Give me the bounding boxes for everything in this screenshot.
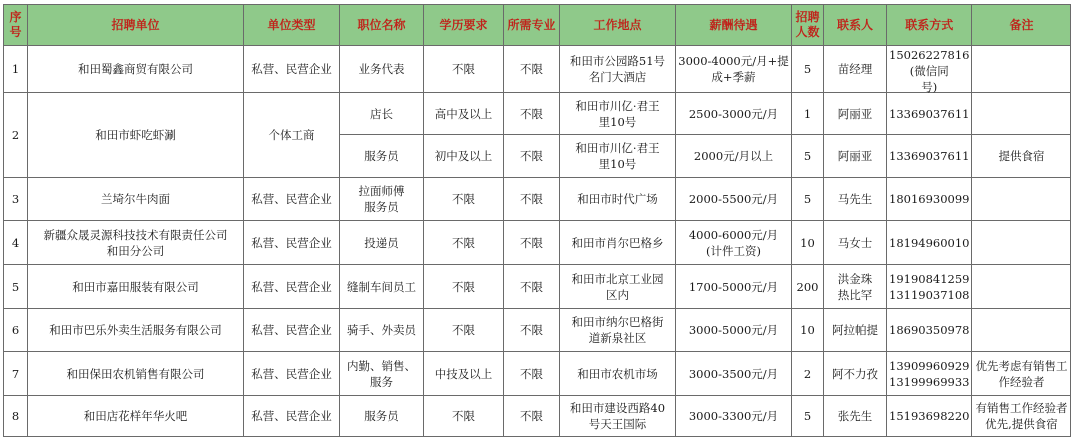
cell-salary: 1700-5000元/月	[676, 265, 792, 309]
cell-company: 新疆众晟灵源科技技术有限责任公司 和田分公司	[28, 221, 244, 265]
cell-major: 不限	[504, 352, 560, 396]
table-row	[4, 93, 1071, 135]
cell-education: 不限	[424, 309, 504, 352]
cell-type: 私营、民营企业	[244, 309, 340, 352]
table-row	[4, 221, 1071, 265]
cell-salary: 3000-3300元/月	[676, 396, 792, 437]
cell-contact: 阿丽亚	[824, 135, 887, 178]
cell-company: 和田店花样年华火吧	[28, 396, 244, 437]
header-type: 单位类型	[244, 5, 340, 46]
cell-salary: 3000-4000元/月+提 成+季薪	[676, 46, 792, 93]
cell-phone: 13369037611	[887, 135, 972, 178]
cell-location: 和田市纳尔巴格街 道新泉社区	[560, 309, 676, 352]
cell-contact: 阿丽亚	[824, 93, 887, 135]
cell-company: 和田保田农机销售有限公司	[28, 352, 244, 396]
cell-no: 8	[4, 396, 28, 437]
cell-contact: 阿拉帕提	[824, 309, 887, 352]
cell-position: 骑手、外卖员	[340, 309, 424, 352]
cell-phone: 19190841259 13119037108	[887, 265, 972, 309]
cell-note	[972, 265, 1071, 309]
header-education: 学历要求	[424, 5, 504, 46]
cell-phone: 15193698220	[887, 396, 972, 437]
cell-type: 私营、民营企业	[244, 46, 340, 93]
cell-no: 2	[4, 93, 28, 178]
cell-count: 200	[792, 265, 824, 309]
cell-company: 和田蜀鑫商贸有限公司	[28, 46, 244, 93]
cell-location: 和田市时代广场	[560, 178, 676, 221]
cell-position: 业务代表	[340, 46, 424, 93]
cell-company: 和田市嘉田服装有限公司	[28, 265, 244, 309]
cell-type: 私营、民营企业	[244, 396, 340, 437]
cell-education: 中技及以上	[424, 352, 504, 396]
cell-location: 和田市川亿·君王 里10号	[560, 135, 676, 178]
cell-education: 不限	[424, 178, 504, 221]
cell-position: 投递员	[340, 221, 424, 265]
cell-contact: 苗经理	[824, 46, 887, 93]
cell-major: 不限	[504, 396, 560, 437]
table-row	[4, 46, 1071, 93]
header-no: 序号	[4, 5, 28, 46]
cell-contact: 阿不力孜	[824, 352, 887, 396]
cell-location: 和田市川亿·君王 里10号	[560, 93, 676, 135]
cell-note: 优先考虑有销售工 作经验者	[972, 352, 1071, 396]
cell-contact: 马先生	[824, 178, 887, 221]
cell-no: 4	[4, 221, 28, 265]
cell-note	[972, 93, 1071, 135]
cell-count: 5	[792, 46, 824, 93]
cell-phone: 13909960929 13199969933	[887, 352, 972, 396]
cell-type: 个体工商	[244, 93, 340, 178]
cell-major: 不限	[504, 178, 560, 221]
cell-count: 1	[792, 93, 824, 135]
cell-location: 和田市建设西路40 号天王国际	[560, 396, 676, 437]
cell-company: 和田市虾吃虾涮	[28, 93, 244, 178]
cell-location: 和田市北京工业园 区内	[560, 265, 676, 309]
cell-note: 提供食宿	[972, 135, 1071, 178]
header-contact: 联系人	[824, 5, 887, 46]
cell-no: 1	[4, 46, 28, 93]
cell-contact: 马女士	[824, 221, 887, 265]
table-row	[4, 309, 1071, 352]
cell-major: 不限	[504, 265, 560, 309]
cell-major: 不限	[504, 46, 560, 93]
cell-count: 2	[792, 352, 824, 396]
cell-phone-text: 15026227816 (微信同 号)	[889, 48, 970, 94]
table-row	[4, 352, 1071, 396]
cell-education: 不限	[424, 396, 504, 437]
cell-salary: 2500-3000元/月	[676, 93, 792, 135]
cell-location: 和田市农机市场	[560, 352, 676, 396]
table-row	[4, 178, 1071, 221]
cell-phone: 18016930099	[887, 178, 972, 221]
cell-major: 不限	[504, 309, 560, 352]
cell-no: 5	[4, 265, 28, 309]
cell-position: 服务员	[340, 396, 424, 437]
cell-note	[972, 46, 1071, 93]
cell-position: 店长	[340, 93, 424, 135]
cell-type: 私营、民营企业	[244, 265, 340, 309]
cell-position: 内勤、销售、 服务	[340, 352, 424, 396]
cell-salary: 3000-5000元/月	[676, 309, 792, 352]
cell-salary: 4000-6000元/月 (计件工资)	[676, 221, 792, 265]
cell-contact: 张先生	[824, 396, 887, 437]
cell-no: 3	[4, 178, 28, 221]
cell-count: 5	[792, 396, 824, 437]
table-row	[4, 265, 1071, 309]
cell-phone: 18194960010	[887, 221, 972, 265]
cell-phone	[887, 46, 972, 93]
header-company: 招聘单位	[28, 5, 244, 46]
cell-education: 不限	[424, 221, 504, 265]
header-count: 招聘人数	[792, 5, 824, 46]
cell-note	[972, 178, 1071, 221]
header-salary: 薪酬待遇	[676, 5, 792, 46]
cell-count: 10	[792, 221, 824, 265]
cell-company: 和田市巴乐外卖生活服务有限公司	[28, 309, 244, 352]
header-phone: 联系方式	[887, 5, 972, 46]
cell-salary: 2000元/月以上	[676, 135, 792, 178]
cell-type: 私营、民营企业	[244, 178, 340, 221]
cell-count: 5	[792, 135, 824, 178]
cell-phone: 13369037611	[887, 93, 972, 135]
cell-note: 有销售工作经验者 优先,提供食宿	[972, 396, 1071, 437]
cell-no: 6	[4, 309, 28, 352]
cell-education: 不限	[424, 265, 504, 309]
cell-education: 不限	[424, 46, 504, 93]
cell-education: 初中及以上	[424, 135, 504, 178]
cell-note	[972, 309, 1071, 352]
cell-position: 服务员	[340, 135, 424, 178]
cell-type: 私营、民营企业	[244, 352, 340, 396]
header-row	[4, 5, 1071, 46]
cell-position: 拉面师傅 服务员	[340, 178, 424, 221]
cell-education: 高中及以上	[424, 93, 504, 135]
cell-count: 10	[792, 309, 824, 352]
cell-position: 缝制车间员工	[340, 265, 424, 309]
cell-note	[972, 221, 1071, 265]
recruitment-table	[3, 4, 1071, 437]
cell-no: 7	[4, 352, 28, 396]
table-row	[4, 396, 1071, 437]
cell-count: 5	[792, 178, 824, 221]
header-note: 备注	[972, 5, 1071, 46]
cell-salary: 3000-3500元/月	[676, 352, 792, 396]
header-position: 职位名称	[340, 5, 424, 46]
cell-major: 不限	[504, 93, 560, 135]
header-major: 所需专业	[504, 5, 560, 46]
header-location: 工作地点	[560, 5, 676, 46]
cell-major: 不限	[504, 221, 560, 265]
cell-location: 和田市公园路51号 名门大酒店	[560, 46, 676, 93]
cell-major: 不限	[504, 135, 560, 178]
cell-salary: 2000-5500元/月	[676, 178, 792, 221]
cell-type: 私营、民营企业	[244, 221, 340, 265]
cell-company: 兰埼尔牛肉面	[28, 178, 244, 221]
cell-contact: 洪金珠 热比罕	[824, 265, 887, 309]
cell-location: 和田市肖尔巴格乡	[560, 221, 676, 265]
cell-phone: 18690350978	[887, 309, 972, 352]
